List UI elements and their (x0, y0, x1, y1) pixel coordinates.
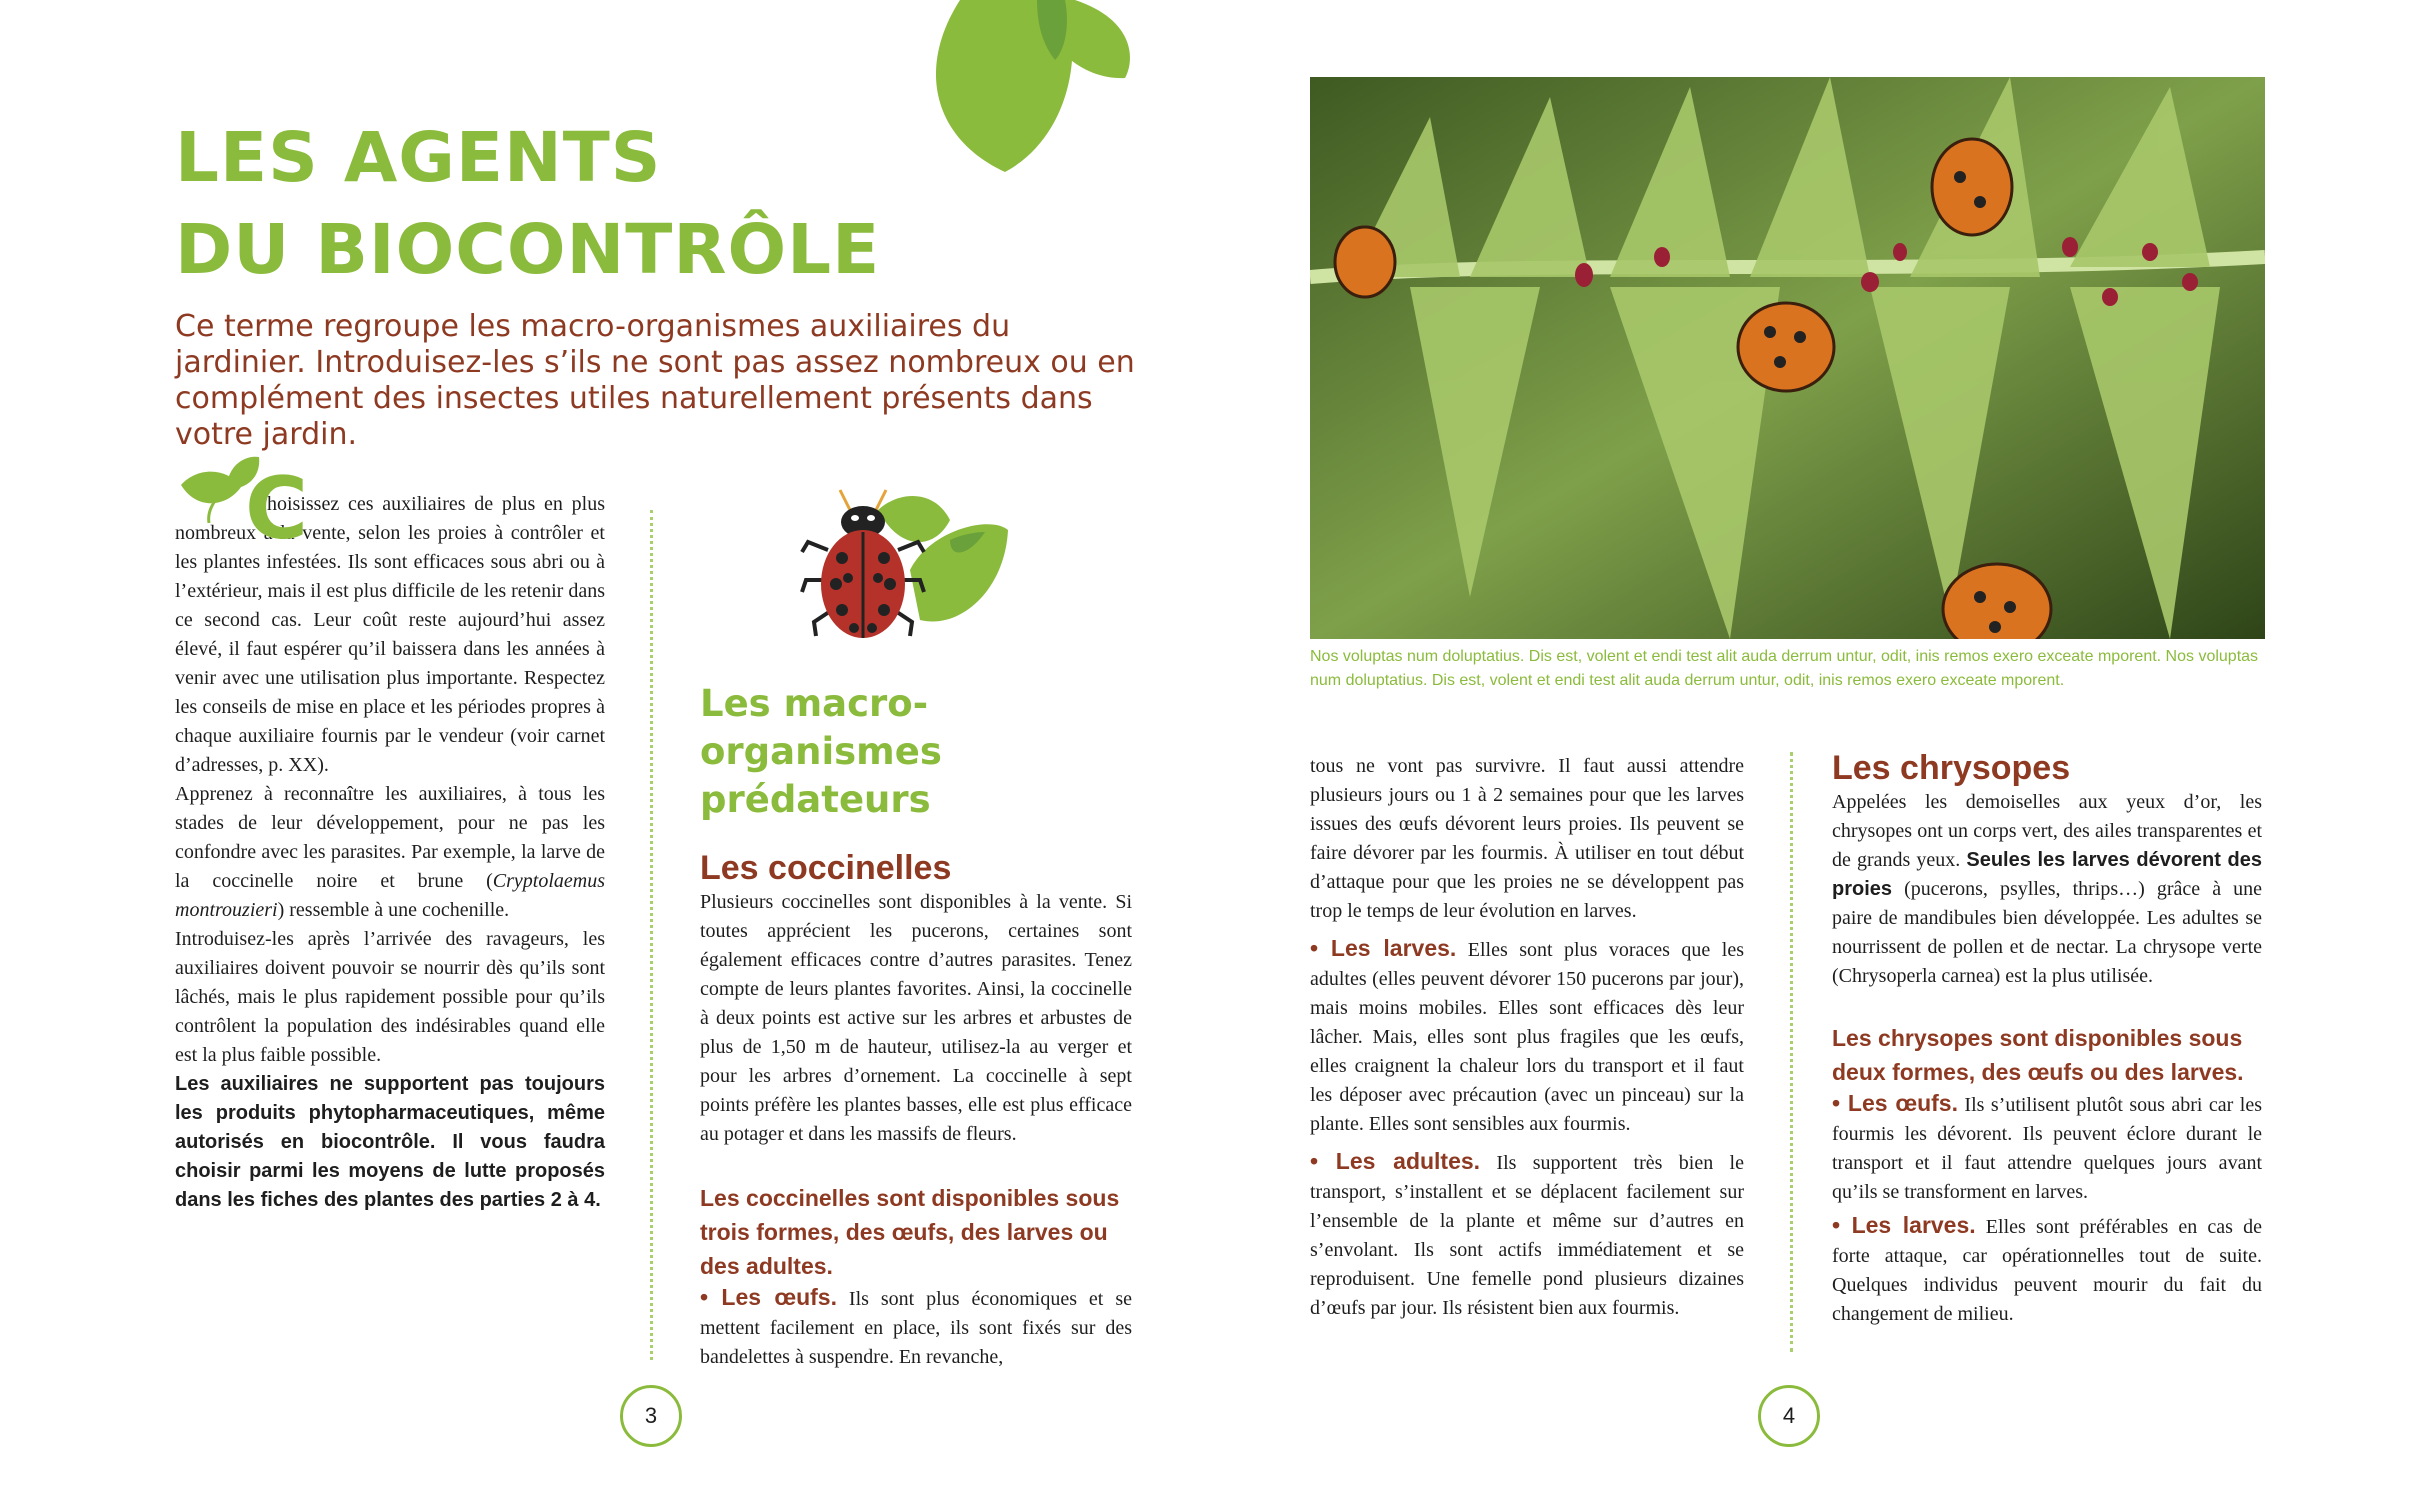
bullet-text-chrysopes-oeufs: Ils s’utilisent plutôt sous abri car les fourmis les dévorent. Ils peuvent éclore durant le transport et il faut attendre quelques jours avant qu’ils se transforment en larves. (1832, 1094, 2262, 1203)
page-number-circle: 3 (620, 1385, 682, 1447)
ladybugs-on-leaf-photo (1310, 77, 2265, 639)
title-line-2: DU BIOCONTRÔLE (175, 210, 881, 290)
col1-paragraph-3: Introduisez-les après l’arrivée des ravageurs, les auxiliaires doivent pouvoir se nourrir dès qu’ils sont lâchés, mais le plus rapidement possible pour qu’ils contrôlent la population des indésirables quand elle est la plus faible possible. (175, 928, 605, 1066)
col1-paragraph-1: hoisissez ces auxiliaires de plus en plus nombreux à la vente, selon les proies à contrôler et les plantes infestées. Ils sont efficaces sous abri ou à l’extérieur, mais il est plus difficile de les retenir dans ce second cas. Leur coût reste aujourd’hui assez élevé, il faut espérer qu’il baissera dans les années à venir avec une utilisation plus importante. Respectez les conseils de mise en place et les périodes propres à chaque auxiliaire fournis par le vendeur (voir carnet d’adresses, p. XX). (175, 493, 605, 776)
bullet-label-larves: • Les larves. (1310, 935, 1457, 961)
col4-p1-bold: Seules les larves dévorent des proies (1832, 849, 2262, 900)
col1-paragraph-4 (175, 1070, 605, 1215)
column-2 (700, 680, 1132, 1372)
col1-p2-italic: Cryptolaemus montrouzieri (175, 870, 605, 921)
title-line-1: LES AGENTS (175, 118, 662, 198)
coccinelles-forms-heading: Les coccinelles sont disponibles sous trois formes, des œufs, des larves ou des adultes. (700, 1185, 1120, 1279)
col3-bullet-larves (1310, 934, 1744, 1139)
col2-bullet-oeufs (700, 1283, 1132, 1372)
bullet-text-adultes: Ils supportent très bien le transport, s’installent et se déplacent facilement sur l’ensemble de la plante et même sur d’autres en s’envolant. Ils sont actifs immédiatement et se reproduisent. Une femelle pond plusieurs dizaines d’œufs par jour. Ils résistent bien aux fourmis. (1310, 1152, 1744, 1319)
bullet-text-larves: Elles sont plus voraces que les adultes (elles peuvent dévorer 150 pucerons par jour), mais moins mobiles. Elles sont efficaces dès leur lâcher. Mais, elles sont plus fragiles que les œufs, elles craignent la chaleur lors du transport et il faut les déposer avec précaution (avec un pinceau) sur la plante. Elles sont sensibles aux fourmis. (1310, 939, 1744, 1135)
intro-paragraph: Ce terme regroupe les macro-organismes auxiliaires du jardinier. Introduisez-les s’ils ne sont pas assez nombreux ou en complément des insectes utiles naturellement présents dans votre jardin. (175, 309, 1135, 452)
col4-bullet-oeufs (1832, 1089, 2262, 1207)
chrysopes-forms-heading: Les chrysopes sont disponibles sous deux formes, des œufs ou des larves. (1832, 1025, 2244, 1085)
bullet-text-chrysopes-larves: Elles sont préférables en cas de forte attaque, car opérationnelles tout de suite. Quelques individus peuvent mourir du fait du changement de milieu. (1832, 1216, 2262, 1325)
col1-p2-text-b: ) ressemble à une cochenille. (277, 899, 510, 921)
column-1 (175, 459, 605, 1215)
photo-caption: Nos voluptas num doluptatius. Dis est, volent et endi test alit auda derrum untur, odit, inis remos exero exceate mporent. Nos voluptas num doluptatius. Dis est, volent et endi test alit auda derrum untur, odit, inis remos exero exceate mporent. (1310, 648, 2259, 689)
bullet-label-chrysopes-oeufs: • Les œufs. (1832, 1090, 1958, 1116)
col3-paragraph-1: tous ne vont pas survivre. Il faut aussi attendre plusieurs jours ou 1 à 2 semaines pour que les larves issues des œufs dévorent leurs proies. Ils peuvent se faire dévorer par les fourmis. À utiliser en tout début d’attaque pour que les proies ne se développent pas trop le temps de leur évolution en larves. (1310, 755, 1744, 922)
bullet-text-oeufs: Ils sont plus économiques et se mettent facilement en place, ils sont fixés sur des bandelettes à suspendre. En revanche, (700, 1288, 1132, 1368)
subtitle-chrysopes: Les chrysopes (1832, 749, 2071, 787)
bullet-label-adultes: • Les adultes. (1310, 1148, 1481, 1174)
col4-bullet-larves (1832, 1211, 2262, 1329)
col1-p2-text-a: Apprenez à reconnaître les auxiliaires, à tous les stades de leur développement, pour ne pas les confondre avec les parasites. Par exemple, la larve de la coccinelle noire et brune ( (175, 783, 605, 892)
page-title (175, 112, 1075, 296)
dropcap-letter: C (245, 459, 309, 559)
column-divider-left (650, 510, 653, 1360)
column-4 (1832, 748, 2262, 1329)
col4-p1-text-b: (pucerons, psylles, thrips…) grâce à une paire de mandibules bien développée. Les adultes se nourrissent de pollen et de nectar. La chrysope verte (Chrysoperla carnea) est la plus utilisée. (1832, 878, 2262, 987)
ladybug-illustration (800, 480, 1020, 660)
bullet-label-chrysopes-larves: • Les larves. (1832, 1212, 1976, 1238)
bullet-label-oeufs: • Les œufs. (700, 1284, 837, 1310)
page-number-right (1758, 1385, 1820, 1447)
column-3 (1310, 752, 1744, 1323)
page-number-circle: 4 (1758, 1385, 1820, 1447)
col2-paragraph-1: Plusieurs coccinelles sont disponibles à la vente. Si toutes apprécient les pucerons, certaines sont également efficaces contre d’autres parasites. Tenez compte de leurs plantes favorites. Ainsi, la coccinelle à deux points est active sur les arbres et arbustes de plus de 1,50 m de hauteur, utilisez-la au verger et pour les arbres d’ornement. La coccinelle à sept points préfère les plantes basses, elle est plus efficace au potager et dans les massifs de fleurs. (700, 891, 1132, 1145)
col4-paragraph-1 (1832, 788, 2262, 991)
col4-p1-text-a: Appelées les demoiselles aux yeux d’or, les chrysopes ont un corps vert, des ailes transparentes et de grands yeux. (1832, 791, 2262, 871)
section-title: Les macro-organismes prédateurs (700, 682, 942, 821)
page-number-left (620, 1385, 682, 1447)
col1-paragraph-2 (175, 780, 605, 925)
subtitle-coccinelles: Les coccinelles (700, 849, 952, 887)
col1-bold-note: Les auxiliaires ne supportent pas toujours les produits phytopharmaceutiques, même autorisés en biocontrôle. Il vous faudra choisir parmi les moyens de lutte proposés dans les fiches des plantes des parties 2 à 4. (175, 1073, 605, 1211)
col3-bullet-adultes (1310, 1147, 1744, 1323)
column-divider-right (1790, 752, 1793, 1352)
